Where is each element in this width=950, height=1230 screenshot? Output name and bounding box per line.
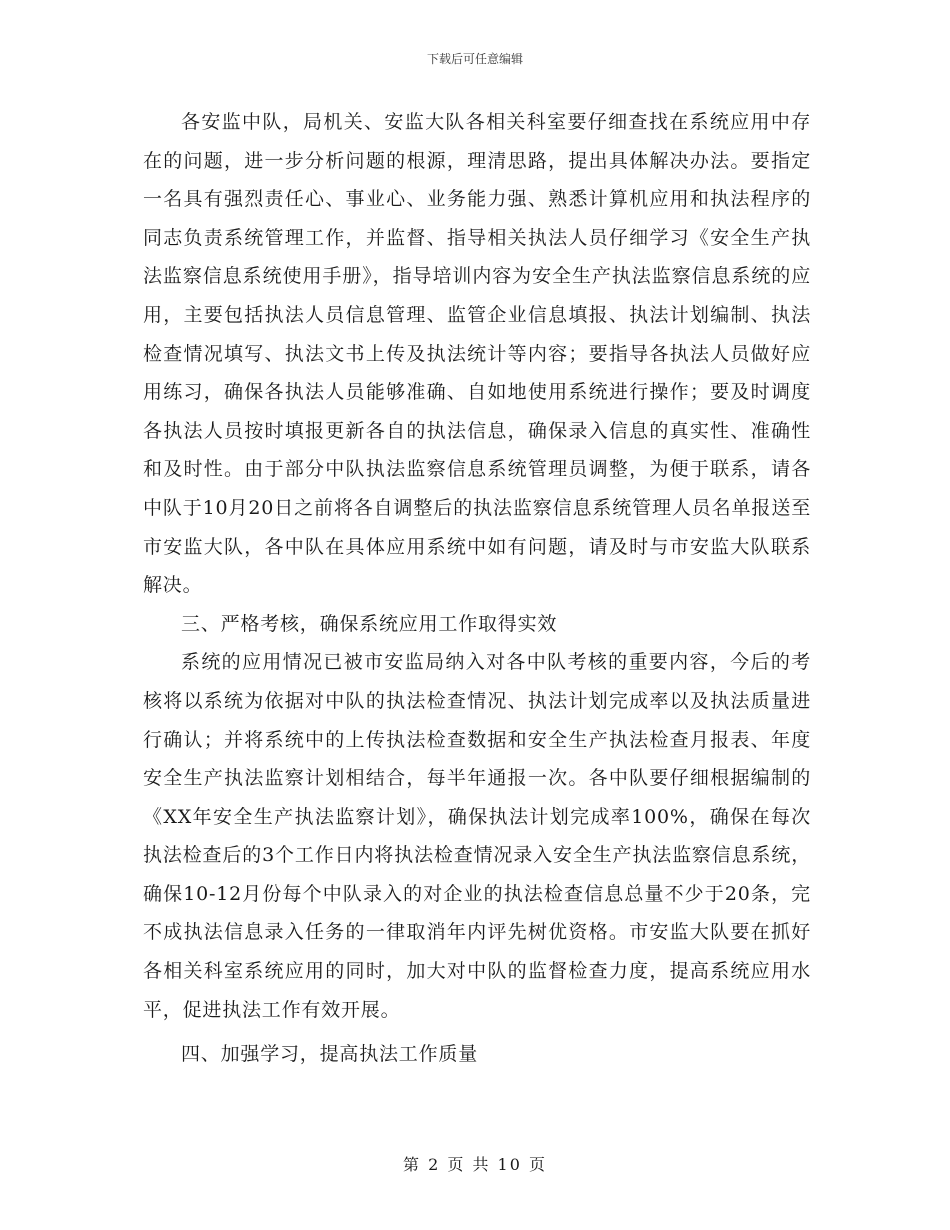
section-heading-4: 四、加强学习，提高执法工作质量 [181,1043,479,1066]
page-header: 下载后可任意编辑 [426,52,523,66]
page-footer: 第 2 页 共 10 页 [403,1155,547,1174]
paragraph-assessment: 系统的应用情况已被市安监局纳入对各中队考核的重要内容，今后的考核将以系统为依据对中队的执法检查情况、执法计划完成率以及执法质量进行确认；并将系统中的上传执法检查数据和安全生产执法检查月报表、年度安全生产执法监察计划相结合，每半年通报一次。各中队要仔细根据编制的《XX年安全生产执法监察计划》，确保执法计划完成率100%，确保在每次执法检查后的3个工作日内将执法检查情况录入安全生产执法监察信息系统，确保10-12月份每个中队录入的对企业的执法检查信息总量不少于20条，完不成执法信息录入任务的一律取消年内评先树优资格。市安监大队要在抓好各相关科室系统应用的同时，加大对中队的监督检查力度，提高系统应用水平，促进执法工作有效开展。 [143,651,811,1021]
document-body [143,103,811,1074]
section-heading-3: 三、严格考核，确保系统应用工作取得实效 [181,612,558,635]
paragraph-system-application: 各安监中队，局机关、安监大队各相关科室要仔细查找在系统应用中存在的问题，进一步分析问题的根源，理清思路，提出具体解决办法。要指定一名具有强烈责任心、事业心、业务能力强、熟悉计算机应用和执法程序的同志负责系统管理工作，并监督、指导相关执法人员仔细学习《安全生产执法监察信息系统使用手册》，指导培训内容为安全生产执法监察信息系统的应用，主要包括执法人员信息管理、监管企业信息填报、执法计划编制、执法检查情况填写、执法文书上传及执法统计等内容；要指导各执法人员做好应用练习，确保各执法人员能够准确、自如地使用系统进行操作；要及时调度各执法人员按时填报更新各自的执法信息，确保录入信息的真实性、准确性和及时性。由于部分中队执法监察信息系统管理员调整，为便于联系，请各中队于10月20日之前将各自调整后的执法监察信息系统管理人员名单报送至市安监大队，各中队在具体应用系统中如有问题，请及时与市安监大队联系解决。 [143,111,811,597]
